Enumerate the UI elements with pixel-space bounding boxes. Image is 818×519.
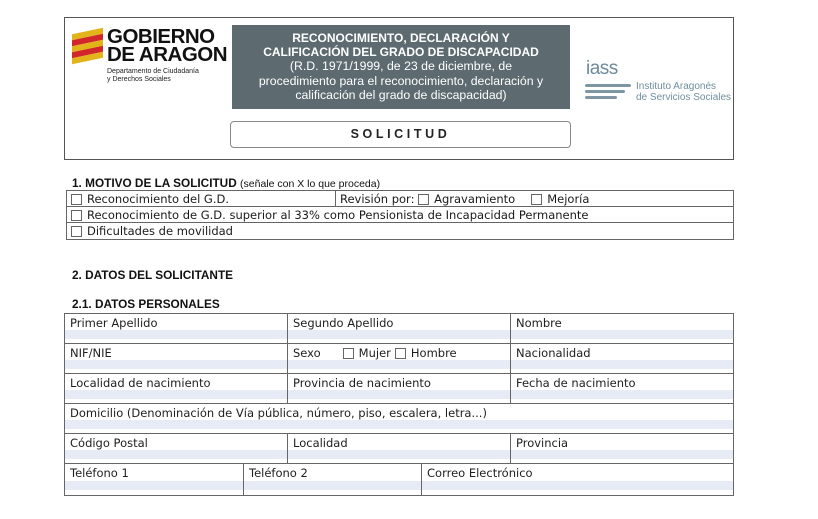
field-provincia-nacimiento-label: Provincia de nacimiento bbox=[293, 376, 431, 390]
form-title-line2: CALIFICACIÓN DEL GRADO DE DISCAPACIDAD bbox=[263, 45, 539, 59]
gobierno-aragon-logo bbox=[72, 27, 232, 87]
field-fecha-nacimiento[interactable] bbox=[511, 374, 733, 403]
section-motivo-title: 1. MOTIVO DE LA SOLICITUD bbox=[72, 176, 237, 190]
motivo-table bbox=[66, 190, 734, 240]
option-reconocimiento-label: Reconocimiento del G.D. bbox=[87, 192, 230, 206]
field-nombre[interactable] bbox=[511, 314, 733, 343]
option-movilidad-label: Dificultades de movilidad bbox=[87, 224, 233, 238]
form-subtitle-line3: calificación del grado de discapacidad) bbox=[295, 88, 507, 102]
field-telefono2[interactable] bbox=[244, 464, 421, 495]
field-nif-label: NIF/NIE bbox=[70, 346, 112, 360]
section-motivo-note: (señale con X lo que proceda) bbox=[240, 178, 381, 190]
option-superior-33-label: Reconocimiento de G.D. superior al 33% como Pensionista de Incapacidad Permanente bbox=[87, 208, 589, 222]
option-reconocimiento[interactable] bbox=[71, 191, 229, 207]
checkbox-reconocimiento[interactable] bbox=[71, 194, 82, 205]
aragon-flag-icon bbox=[72, 29, 103, 61]
field-sexo-label bbox=[293, 346, 457, 360]
field-correo-label: Correo Electrónico bbox=[427, 466, 533, 480]
form-title-line1: RECONOCIMIENTO, DECLARACIÓN Y bbox=[292, 31, 510, 45]
field-localidad-nacimiento[interactable] bbox=[65, 374, 287, 403]
field-nombre-label: Nombre bbox=[516, 316, 562, 330]
org-department-line2: y Derechos Sociales bbox=[107, 76, 171, 83]
field-fecha-nacimiento-label: Fecha de nacimiento bbox=[516, 376, 636, 390]
field-telefono1-label: Teléfono 1 bbox=[70, 466, 129, 480]
motivo-row-2 bbox=[67, 207, 733, 223]
field-segundo-apellido[interactable] bbox=[288, 314, 510, 343]
field-domicilio-label: Domicilio (Denominación de Vía pública, número, piso, escalera, letra...) bbox=[70, 406, 487, 420]
form-title-box bbox=[232, 25, 570, 109]
org-department-line1: Departamento de Ciudadanía bbox=[107, 68, 199, 75]
org-name-line2: DE ARAGON bbox=[107, 43, 228, 66]
iass-logo bbox=[585, 55, 730, 105]
revision-label: Revisión por: bbox=[340, 192, 415, 206]
iass-name-line2: de Servicios Sociales bbox=[636, 92, 732, 103]
field-correo[interactable] bbox=[422, 464, 733, 495]
revision-group bbox=[340, 191, 589, 207]
checkbox-superior-33[interactable] bbox=[71, 210, 82, 221]
field-segundo-apellido-label: Segundo Apellido bbox=[293, 316, 394, 330]
field-sexo bbox=[288, 344, 510, 373]
field-provincia-nacimiento[interactable] bbox=[288, 374, 510, 403]
checkbox-mejoria[interactable] bbox=[531, 194, 542, 205]
option-movilidad[interactable] bbox=[71, 223, 233, 239]
iass-name-line1: Instituto Aragonés bbox=[636, 81, 717, 92]
solicitud-label: SOLICITUD bbox=[230, 121, 571, 148]
field-localidad[interactable] bbox=[288, 434, 510, 463]
field-domicilio[interactable] bbox=[65, 404, 733, 433]
field-localidad-label: Localidad bbox=[293, 436, 348, 450]
checkbox-mujer[interactable] bbox=[343, 348, 354, 359]
field-localidad-nacimiento-label: Localidad de nacimiento bbox=[70, 376, 211, 390]
field-nacionalidad-label: Nacionalidad bbox=[516, 346, 591, 360]
field-codigo-postal[interactable] bbox=[65, 434, 287, 463]
field-provincia[interactable] bbox=[511, 434, 733, 463]
field-primer-apellido-label: Primer Apellido bbox=[70, 316, 158, 330]
org-name-line1: GOBIERNO bbox=[107, 25, 215, 48]
mujer-label: Mujer bbox=[358, 346, 391, 360]
field-codigo-postal-label: Código Postal bbox=[70, 436, 148, 450]
field-telefono1[interactable] bbox=[65, 464, 243, 495]
hombre-label: Hombre bbox=[410, 346, 457, 360]
section-solicitante-heading: 2. DATOS DEL SOLICITANTE bbox=[72, 268, 234, 282]
field-provincia-label: Provincia bbox=[516, 436, 569, 450]
iass-mark-icon bbox=[585, 55, 633, 101]
option-mejoria-label: Mejoría bbox=[547, 192, 590, 206]
sexo-label: Sexo bbox=[293, 346, 321, 360]
checkbox-agravamiento[interactable] bbox=[418, 194, 429, 205]
field-primer-apellido[interactable] bbox=[65, 314, 287, 343]
iass-mark-text: iass bbox=[586, 58, 618, 79]
option-superior-33[interactable] bbox=[71, 207, 589, 223]
section-motivo-heading bbox=[72, 176, 380, 190]
motivo-row-3 bbox=[67, 223, 733, 239]
motivo-row-1 bbox=[67, 191, 733, 207]
section-datos-personales-heading: 2.1. DATOS PERSONALES bbox=[72, 297, 220, 311]
form-subtitle-line2: procedimiento para el reconocimiento, declaración y bbox=[258, 73, 544, 88]
datos-personales-table bbox=[64, 313, 734, 496]
option-agravamiento-label: Agravamiento bbox=[434, 192, 516, 206]
field-nif[interactable] bbox=[65, 344, 287, 373]
field-telefono2-label: Teléfono 2 bbox=[249, 466, 308, 480]
form-subtitle-line1: (R.D. 1971/1999, de 23 de diciembre, de bbox=[289, 59, 513, 73]
field-nacionalidad[interactable] bbox=[511, 344, 733, 373]
checkbox-movilidad[interactable] bbox=[71, 226, 82, 237]
checkbox-hombre[interactable] bbox=[395, 348, 406, 359]
